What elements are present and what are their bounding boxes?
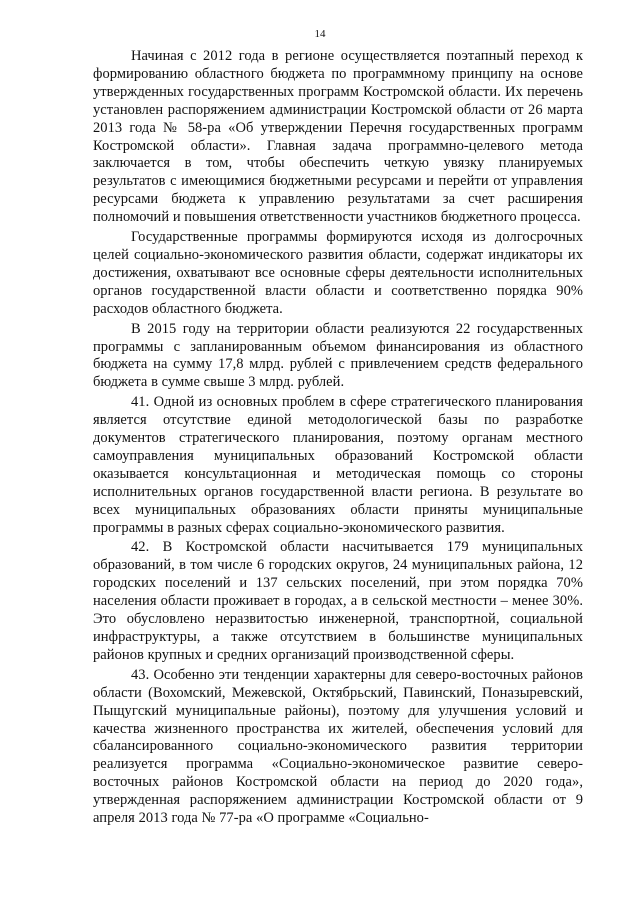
paragraph-program-budget-transition: Начиная с 2012 года в регионе осуществляется поэтапный переход к формированию областного бюджета по программному принципу на основе утвержденных государственных программ Костромской области. Их перечень установлен распоряжением администрации Костромской области от 26 марта 2013 года № 58-ра «Об утверждении Перечня государственных программ Костромской области». Главная задача программно-целевого метода заключается в том, чтобы обеспечить четкую увязку планируемых результатов с имеющимися бюджетными ресурсами и перейти от управления ресурсами бюджета к управлению результатами за счет расширения полномочий и повышения ответственности участников бюджетного процесса.: [93, 48, 583, 226]
paragraph-43-northeast-districts: 43. Особенно эти тенденции характерны для северо-восточных районов области (Вохомский, Межевской, Октябрьский, Павинский, Поназыревский, Пыщугский муниципальные районы), поэтому для улучшения условий и качества жизненного пространства их жителей, обеспечения условий для сбалансированного социально-экономического развития территории реализуется программа «Социально-экономическое развитие северо-восточных районов Костромской области на период до 2020 года», утвержденная распоряжением администрации Костромской области от 9 апреля 2013 года № 77-ра «О программе «Социально-: [93, 666, 583, 827]
paragraph-state-programs-goals: Государственные программы формируются исходя из долгосрочных целей социально-экономического развития области, содержат индикаторы их достижения, охватывают все основные сферы деятельности исполнительных органов государственной власти области и соответственно порядка 90% расходов областного бюджета.: [93, 229, 583, 317]
page-number: 14: [314, 28, 326, 40]
paragraph-42-municipal-formations: 42. В Костромской области насчитывается 179 муниципальных образований, в том числе 6 городских округов, 24 муниципальных района, 12 городских поселений и 137 сельских поселений, при этом порядка 70% населения области проживает в городах, а в сельской местности – менее 30%. Это обусловлено неразвитостью инженерной, транспортной, социальной инфраструктуры, а также отсутствием в большинстве муниципальных районов крупных и средних организаций производственной сферы.: [93, 539, 583, 663]
document-body: [93, 48, 583, 830]
paragraph-41-strategic-planning: 41. Одной из основных проблем в сфере стратегического планирования является отсутствие единой методологической базы по разработке документов стратегического планирования, поэтому органам местного самоуправления муниципальных образований Костромской области оказывается консультационная и методическая помощь со стороны исполнительных органов государственной власти региона. В результате во всех муниципальных образованиях области приняты муниципальные программы в разных сферах социально-экономического развития.: [93, 394, 583, 536]
paragraph-2015-programs-funding: В 2015 году на территории области реализуются 22 государственных программы с запланированным объемом финансирования из областного бюджета на сумму 17,8 млрд. рублей с привлечением средств федерального бюджета в сумме свыше 3 млрд. рублей.: [93, 320, 583, 391]
